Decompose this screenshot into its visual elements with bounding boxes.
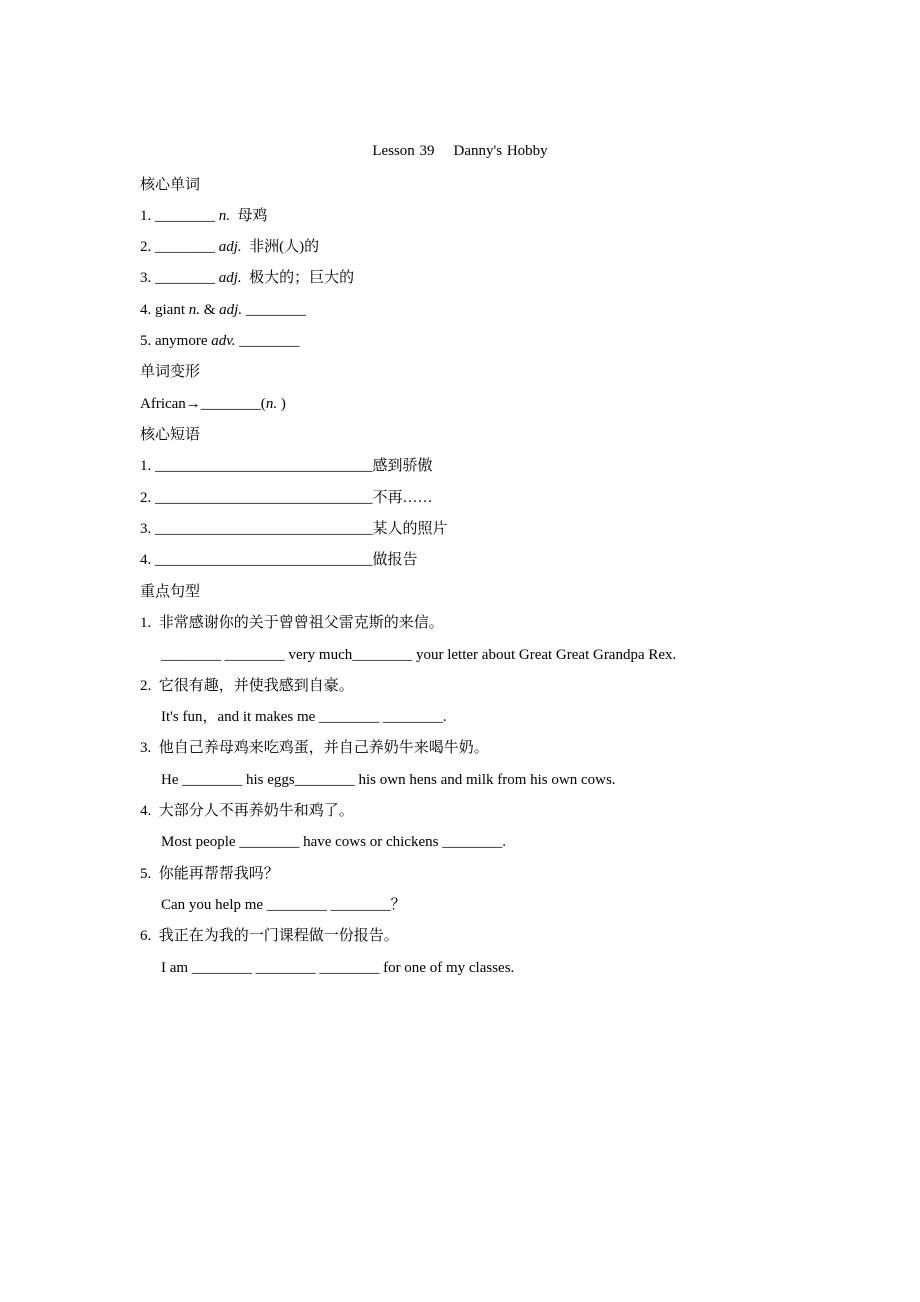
word-item-1: 1. ________ n. 母鸡: [140, 208, 268, 224]
phrase-item-2: 2. _____________________________不再……: [140, 490, 433, 506]
phrase-item-3: 3. _____________________________某人的照片: [140, 521, 448, 537]
sentence-6-chinese: 6. 我正在为我的一门课程做一份报告。: [140, 928, 399, 944]
sentence-2-english: It's fun，and it makes me ________ ________.: [161, 709, 447, 725]
sentence-1-english: ________ ________ very much________ your letter about Great Great Grandpa Rex.: [161, 647, 677, 663]
word-item-3: 3. ________ adj. 极大的；巨大的: [140, 270, 355, 286]
word-item-4: 4. giant n. & adj. ________: [140, 302, 306, 318]
word-item-2: 2. ________ adj. 非洲(人)的: [140, 239, 320, 255]
sentence-1-chinese: 1. 非常感谢你的关于曾曾祖父雷克斯的来信。: [140, 615, 444, 631]
sentence-4-chinese: 4. 大部分人不再养奶牛和鸡了。: [140, 803, 354, 819]
section-heading-key-sentences: 重点句型: [140, 584, 201, 600]
sentence-3-chinese: 3. 他自己养母鸡来吃鸡蛋，并自己养奶牛来喝牛奶。: [140, 740, 489, 756]
sentence-3-english: He ________ his eggs________ his own hens and milk from his own cows.: [161, 772, 616, 788]
sentence-6-english: I am ________ ________ ________ for one of my classes.: [161, 960, 515, 976]
sentence-5-chinese: 5. 你能再帮帮我吗？: [140, 866, 279, 882]
word-form-item: African→________(n. ): [140, 396, 286, 412]
word-item-5: 5. anymore adv. ________: [140, 333, 300, 349]
section-heading-word-forms: 单词变形: [140, 364, 201, 380]
phrase-item-4: 4. _____________________________做报告: [140, 552, 418, 568]
section-heading-core-phrases: 核心短语: [140, 427, 201, 443]
sentence-2-chinese: 2. 它很有趣，并使我感到自豪。: [140, 678, 354, 694]
sentence-4-english: Most people ________ have cows or chickens ________.: [161, 834, 506, 850]
phrase-item-1: 1. _____________________________感到骄傲: [140, 458, 433, 474]
sentence-5-english: Can you help me ________ ________？: [161, 897, 406, 913]
section-heading-core-words: 核心单词: [140, 177, 201, 193]
page-title: Lesson 39 Danny's Hobby: [372, 143, 548, 159]
